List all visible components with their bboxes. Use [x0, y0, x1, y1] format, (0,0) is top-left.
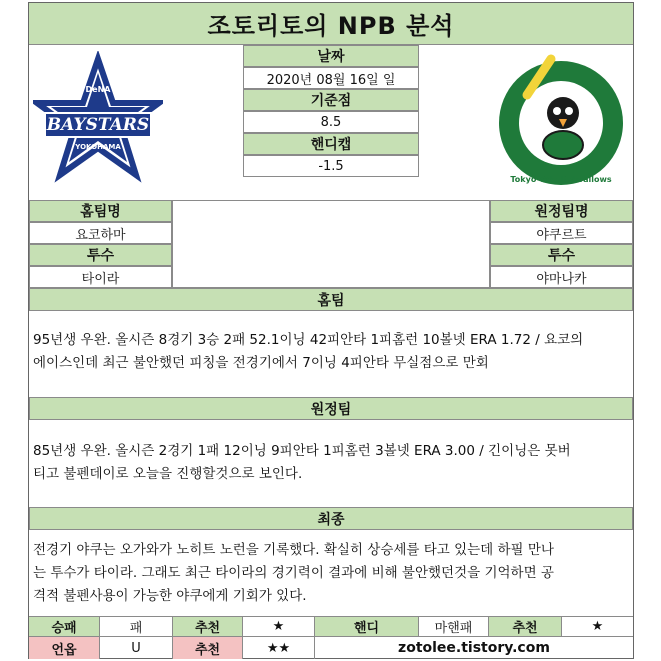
handicap-label: 핸디캡 [243, 133, 419, 155]
rec3-value: ★★ [243, 637, 315, 659]
home-section-title: 홈팀 [29, 288, 633, 311]
win-label: 승패 [29, 616, 100, 637]
date-value: 2020년 08월 16일 일 [243, 67, 419, 89]
rec1-value: ★ [243, 616, 315, 637]
baystars-top-text: DeNA [85, 85, 111, 94]
final-section-title: 최종 [29, 507, 633, 530]
win-value: 패 [100, 616, 173, 637]
baystars-main-text: BAYSTARS [46, 115, 150, 135]
site-link[interactable]: zotolee.tistory.com [398, 640, 550, 656]
rec2-label: 추천 [489, 616, 562, 637]
page-title: 조토리토의 NPB 분석 [29, 3, 633, 45]
home-pitcher-value: 타이라 [29, 266, 172, 288]
home-analysis-line: 에이스인데 최근 불안했던 피칭을 전경기에서 7이닝 4피안타 무실점으로 만회 [33, 355, 489, 371]
rec1-label: 추천 [173, 616, 243, 637]
handicap-value: -1.5 [243, 155, 419, 177]
away-analysis-line: 티고 불펜데이로 오늘을 진행할것으로 보인다. [33, 466, 303, 482]
away-team-label: 원정팀명 [490, 200, 633, 222]
ou-value: U [100, 637, 173, 659]
swallows-logo [493, 51, 629, 189]
date-label: 날짜 [243, 45, 419, 67]
home-pitcher-label: 투수 [29, 244, 172, 266]
swallows-logo-text: Tokyo Yakult Swallows [510, 175, 612, 184]
handi-value: 마핸패 [419, 616, 489, 637]
final-analysis [29, 539, 633, 608]
rec2-value: ★ [562, 616, 633, 637]
away-team-value: 야쿠르트 [490, 222, 633, 244]
home-analysis [29, 329, 633, 375]
baystars-logo [33, 51, 163, 189]
away-pitcher-value: 야마나카 [490, 266, 633, 288]
away-section-title: 원정팀 [29, 397, 633, 420]
swallows-emblem-icon [493, 51, 629, 189]
home-team-label: 홈팀명 [29, 200, 172, 222]
away-analysis [29, 440, 633, 486]
base-label: 기준점 [243, 89, 419, 111]
away-pitcher-label: 투수 [490, 244, 633, 266]
baystars-bottom-text: YOKOHAMA [75, 143, 121, 151]
handi-label: 핸디 [315, 616, 419, 637]
final-analysis-line: 는 투수가 타이라. 그래도 최근 타이라의 경기력이 결과에 비해 불안했던것을 기억하면 공 [33, 565, 554, 581]
analysis-sheet [28, 2, 634, 659]
home-team-value: 요코하마 [29, 222, 172, 244]
base-value: 8.5 [243, 111, 419, 133]
home-analysis-line: 95년생 우완. 올시즌 8경기 3승 2패 52.1이닝 42피안타 1피홈런 10볼넷 ERA 1.72 / 요코의 [33, 332, 584, 348]
rec3-label: 추천 [173, 637, 243, 659]
final-analysis-line: 전경기 야쿠는 오가와가 노히트 노런을 기록했다. 확실히 상승세를 타고 있는데 하필 만나 [33, 542, 554, 558]
ou-label: 언옵 [29, 637, 100, 659]
final-analysis-line: 격적 불펜사용이 가능한 야쿠에게 기회가 있다. [33, 588, 307, 604]
middle-blank [172, 200, 490, 288]
away-analysis-line: 85년생 우완. 올시즌 2경기 1패 12이닝 9피안타 1피홈런 3볼넷 ERA 3.00 / 긴이닝은 못버 [33, 443, 571, 459]
